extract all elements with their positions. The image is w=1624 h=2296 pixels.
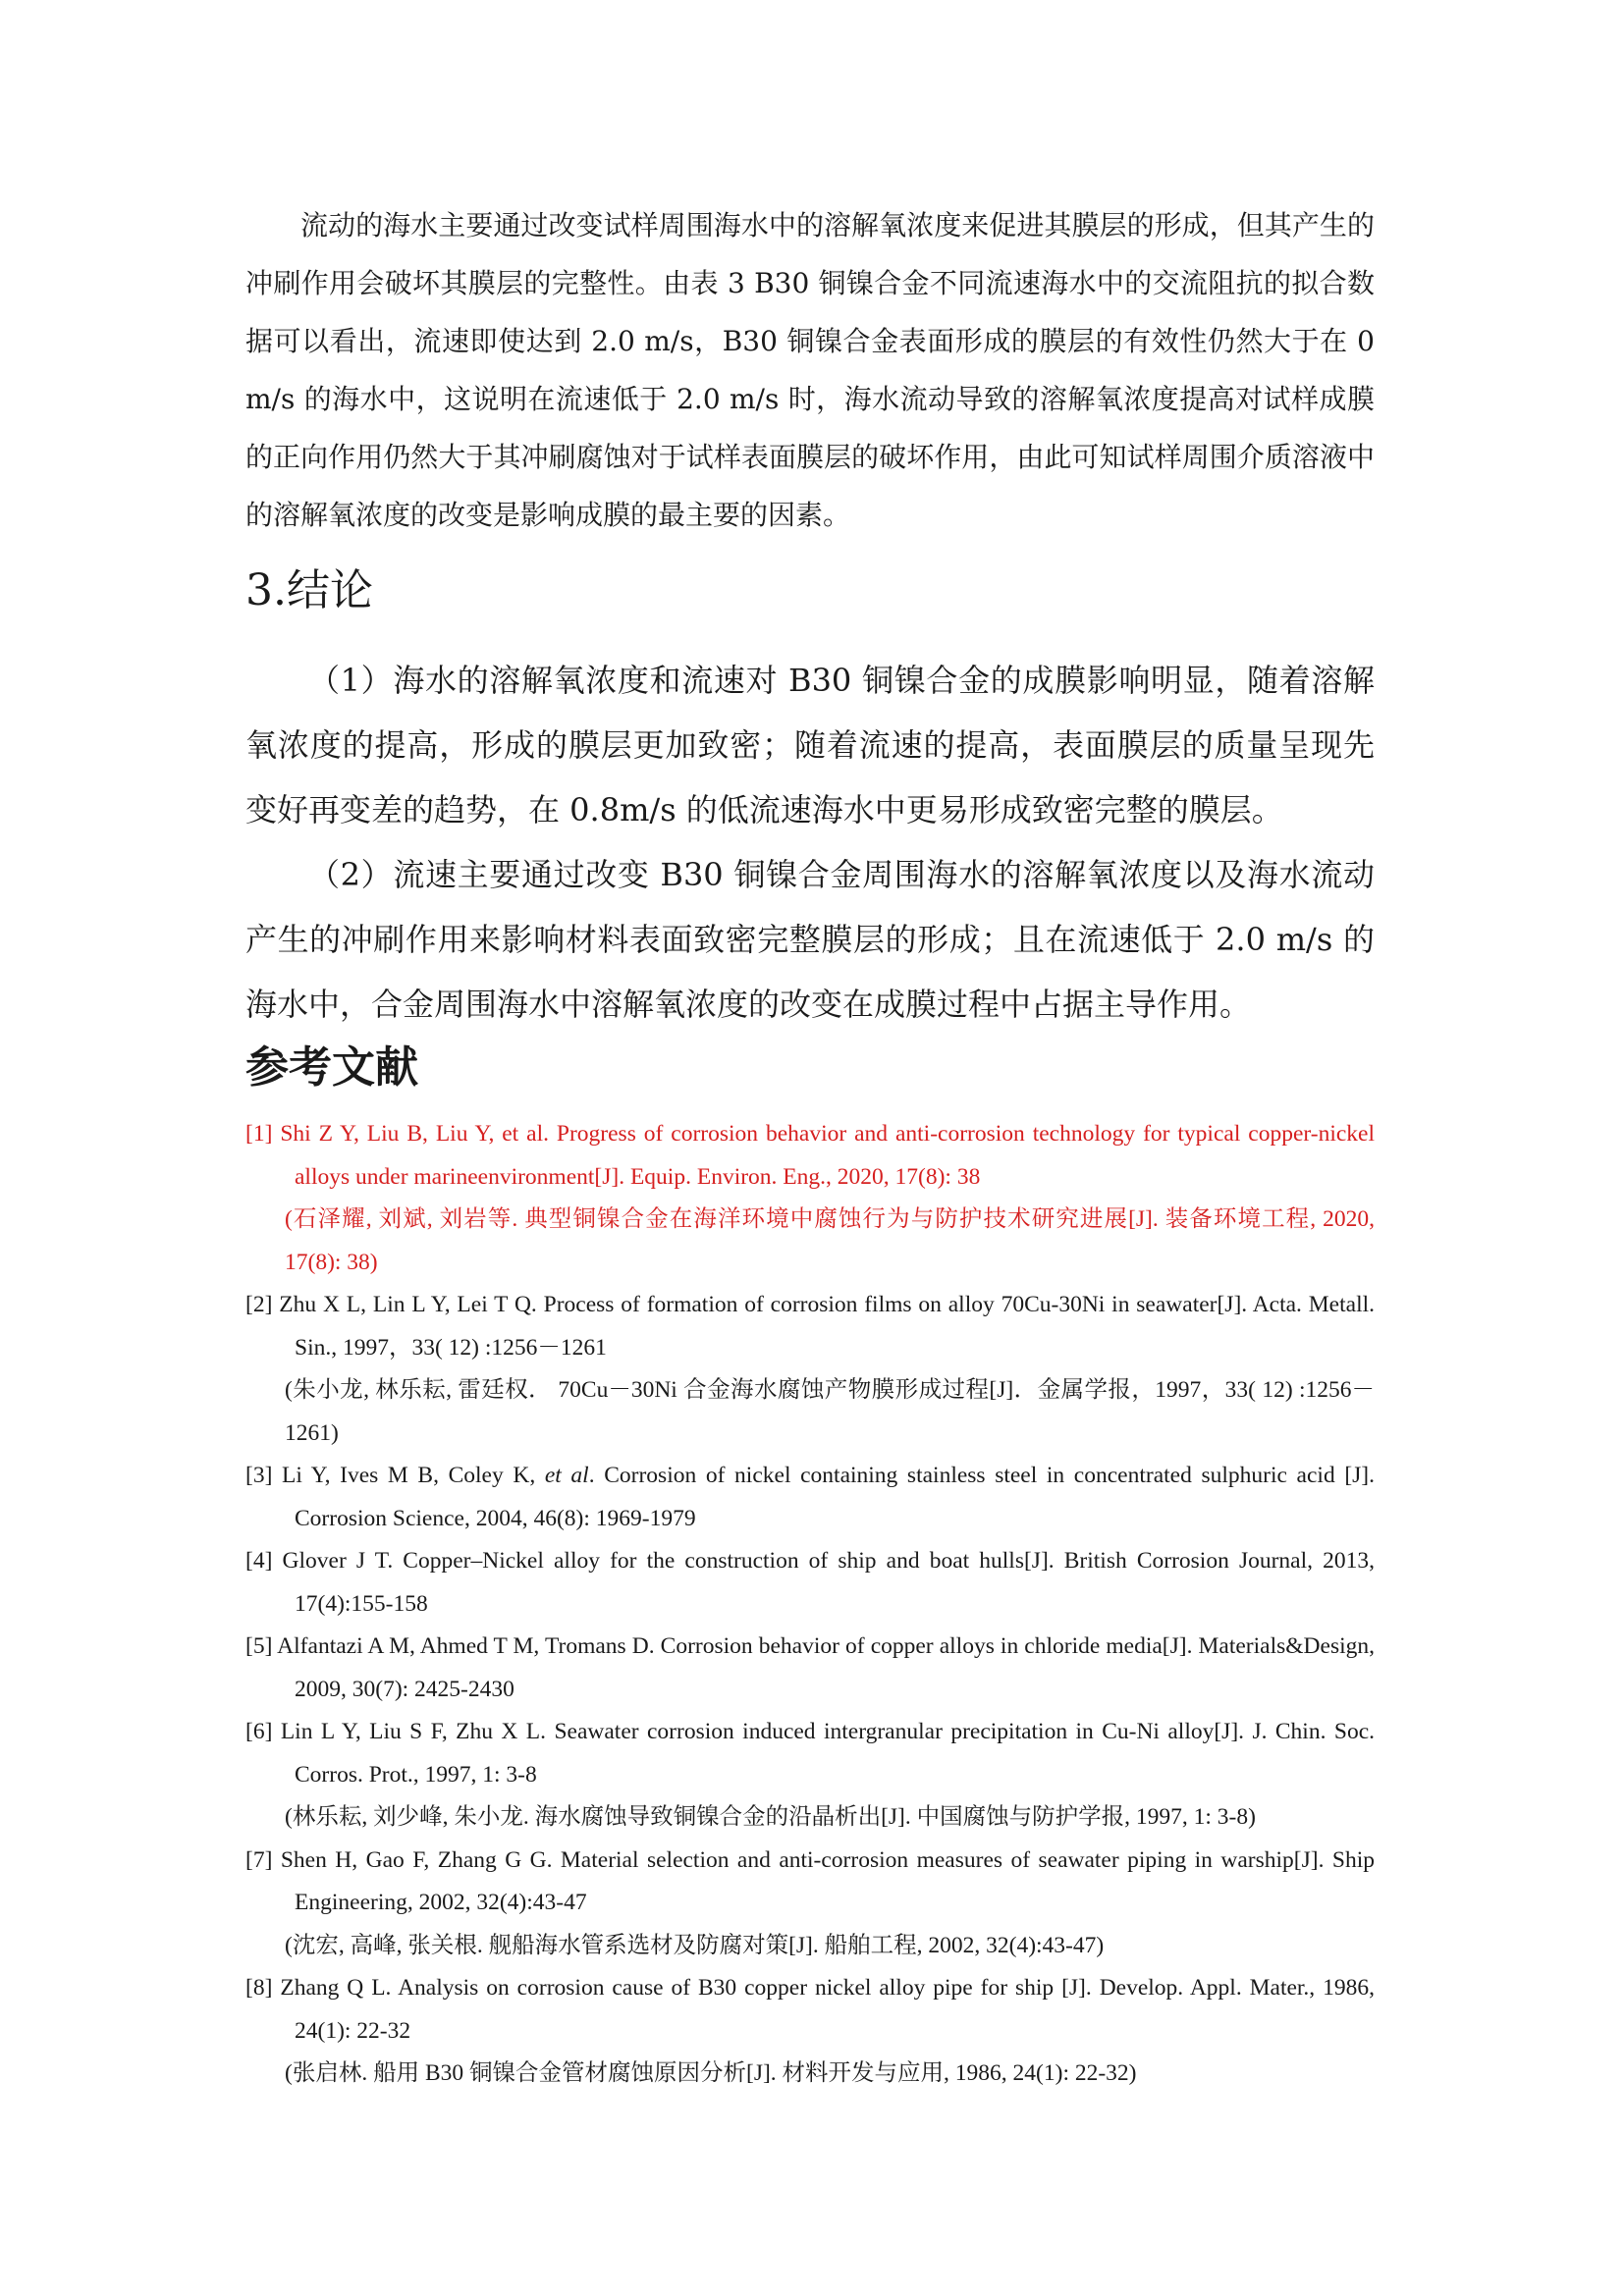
reference-item: [245, 1540, 1375, 1626]
reference-text: [6] Lin L Y, Liu S F, Zhu X L. Seawater corrosion induced intergranular precipitation in Cu-Ni alloy[J]. J. Chin. Soc. Corros. Prot., 1997, 1: 3-8: [245, 1719, 1375, 1788]
reference-item: [245, 1967, 1375, 2096]
reference-text: [4] Glover J T. Copper–Nickel alloy for the construction of ship and boat hulls[J]. British Corrosion Journal, 2013, 17(4):155-158: [245, 1548, 1375, 1617]
reference-translation: (沈宏, 高峰, 张关根. 舰船海水管系选材及防腐对策[J]. 船舶工程, 2002, 32(4):43-47): [285, 1932, 1105, 1958]
reference-item: [245, 1626, 1375, 1711]
reference-text: [5] Alfantazi A M, Ahmed T M, Tromans D. Corrosion behavior of copper alloys in chloride media[J]. Materials&Design, 2009, 30(7): 2425-2430: [245, 1633, 1375, 1702]
reference-item: [245, 1113, 1375, 1284]
references-section: [245, 1039, 1375, 2096]
reference-translation: (朱小龙, 林乐耘, 雷廷权． 70Cu－30Ni 合金海水腐蚀产物膜形成过程[J]．金属学报，1997，33( 12) :1256－1261): [285, 1377, 1375, 1446]
et-al-emphasis: et al: [544, 1463, 589, 1488]
conclusion-item-2: （2）流速主要通过改变 B30 铜镍合金周围海水的溶解氧浓度以及海水流动产生的冲刷作用来影响材料表面致密完整膜层的形成；且在流速低于 2.0 m/s 的海水中，合金周围海水中溶解氧浓度的改变在成膜过程中占据主导作用。: [245, 856, 1375, 1023]
intro-paragraph: 流动的海水主要通过改变试样周围海水中的溶解氧浓度来促进其膜层的形成，但其产生的冲刷作用会破坏其膜层的完整性。由表 3 B30 铜镍合金不同流速海水中的交流阻抗的拟合数据可以看出，流速即使达到 2.0 m/s，B30 铜镍合金表面形成的膜层的有效性仍然大于在 0 m/s 的海水中，这说明在流速低于 2.0 m/s 时，海水流动导致的溶解氧浓度提高对试样成膜的正向作用仍然大于其冲刷腐蚀对于试样表面膜层的破坏作用，由此可知试样周围介质溶液中的溶解氧浓度的改变是影响成膜的最主要的因素。: [245, 209, 1375, 531]
conclusion-item-1: （1）海水的溶解氧浓度和流速对 B30 铜镍合金的成膜影响明显，随着溶解氧浓度的提高，形成的膜层更加致密；随着流速的提高，表面膜层的质量呈现先变好再变差的趋势，在 0.8m/s 的低流速海水中更易形成致密完整的膜层。: [245, 662, 1375, 828]
reference-item: [245, 1840, 1375, 1968]
reference-item: [245, 1711, 1375, 1840]
reference-translation: (林乐耘, 刘少峰, 朱小龙. 海水腐蚀导致铜镍合金的沿晶析出[J]. 中国腐蚀与防护学报, 1997, 1: 3-8): [285, 1804, 1256, 1830]
reference-text: [7] Shen H, Gao F, Zhang G G. Material selection and anti-corrosion measures of seawater piping in warship[J]. Ship Engineering, 2002, 32(4):43-47: [245, 1846, 1375, 1915]
reference-text: [1] Shi Z Y, Liu B, Liu Y, et al. Progress of corrosion behavior and anti-corrosion technology for typical copper-nickel alloys under marineenvironment[J]. Equip. Environ. Eng., 2020, 17(8): 38: [245, 1121, 1375, 1190]
reference-translation: (石泽耀, 刘斌, 刘岩等. 典型铜镍合金在海洋环境中腐蚀行为与防护技术研究进展[J]. 装备环境工程, 2020, 17(8): 38): [285, 1206, 1375, 1275]
body-section: [245, 196, 1375, 544]
reference-text: [2] Zhu X L, Lin L Y, Lei T Q. Process of formation of corrosion films on alloy 70Cu-30Ni in seawater[J]. Acta. Metall. Sin., 1997，33( 12) :1256－1261: [245, 1292, 1375, 1361]
conclusion-section: [245, 561, 1375, 1037]
conclusion-heading: 3.结论: [245, 565, 373, 615]
reference-translation: (张启林. 船用 B30 铜镍合金管材腐蚀原因分析[J]. 材料开发与应用, 1986, 24(1): 22-32): [285, 2060, 1137, 2086]
reference-text: [8] Zhang Q L. Analysis on corrosion cause of B30 copper nickel alloy pipe for ship [J]. Develop. Appl. Mater., 1986, 24(1): 22-32: [245, 1975, 1375, 2044]
reference-text: [3] Li Y, Ives M B, Coley K, et al. Corrosion of nickel containing stainless steel in concentrated sulphuric acid [J]. Corrosion Science, 2004, 46(8): 1969-1979: [245, 1463, 1375, 1531]
reference-item: [245, 1455, 1375, 1540]
references-heading: 参考文献: [245, 1042, 418, 1093]
reference-item: [245, 1284, 1375, 1455]
